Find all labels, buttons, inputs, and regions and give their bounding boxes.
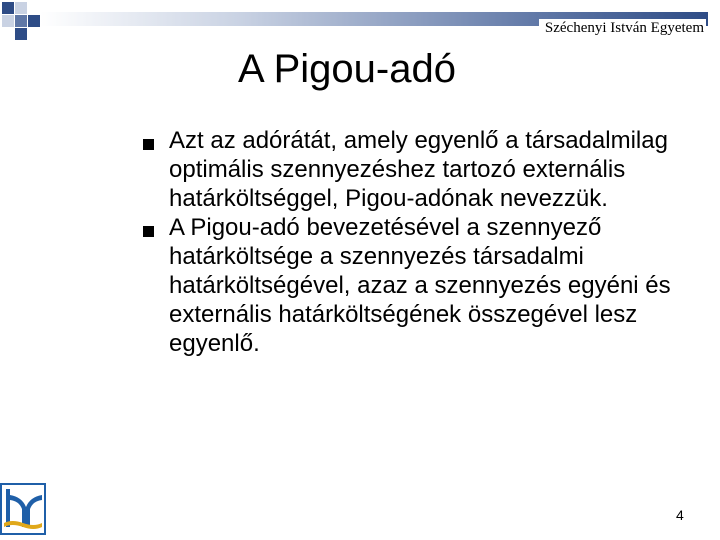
square-bullet-icon bbox=[143, 226, 154, 237]
page-number: 4 bbox=[676, 507, 684, 523]
university-logo-icon bbox=[0, 483, 46, 535]
bullet-list bbox=[142, 126, 687, 358]
square-bullet-icon bbox=[143, 139, 154, 150]
bullet-item bbox=[142, 126, 687, 213]
bullet-item bbox=[142, 213, 687, 358]
bullet-text: Azt az adórátát, amely egyenlő a társadalmilag optimális szennyezéshez tartozó externális határköltséggel, Pigou-adónak nevezzük. bbox=[169, 127, 668, 212]
university-name: Széchenyi István Egyetem bbox=[539, 19, 706, 37]
bullet-text: A Pigou-adó bevezetésével a szennyező határköltsége a szennyezés társadalmi határköltségével, azaz a szennyezés egyéni és externális határköltségének összegével lesz egyenlő. bbox=[169, 214, 671, 357]
slide-title: A Pigou-adó bbox=[238, 47, 456, 91]
